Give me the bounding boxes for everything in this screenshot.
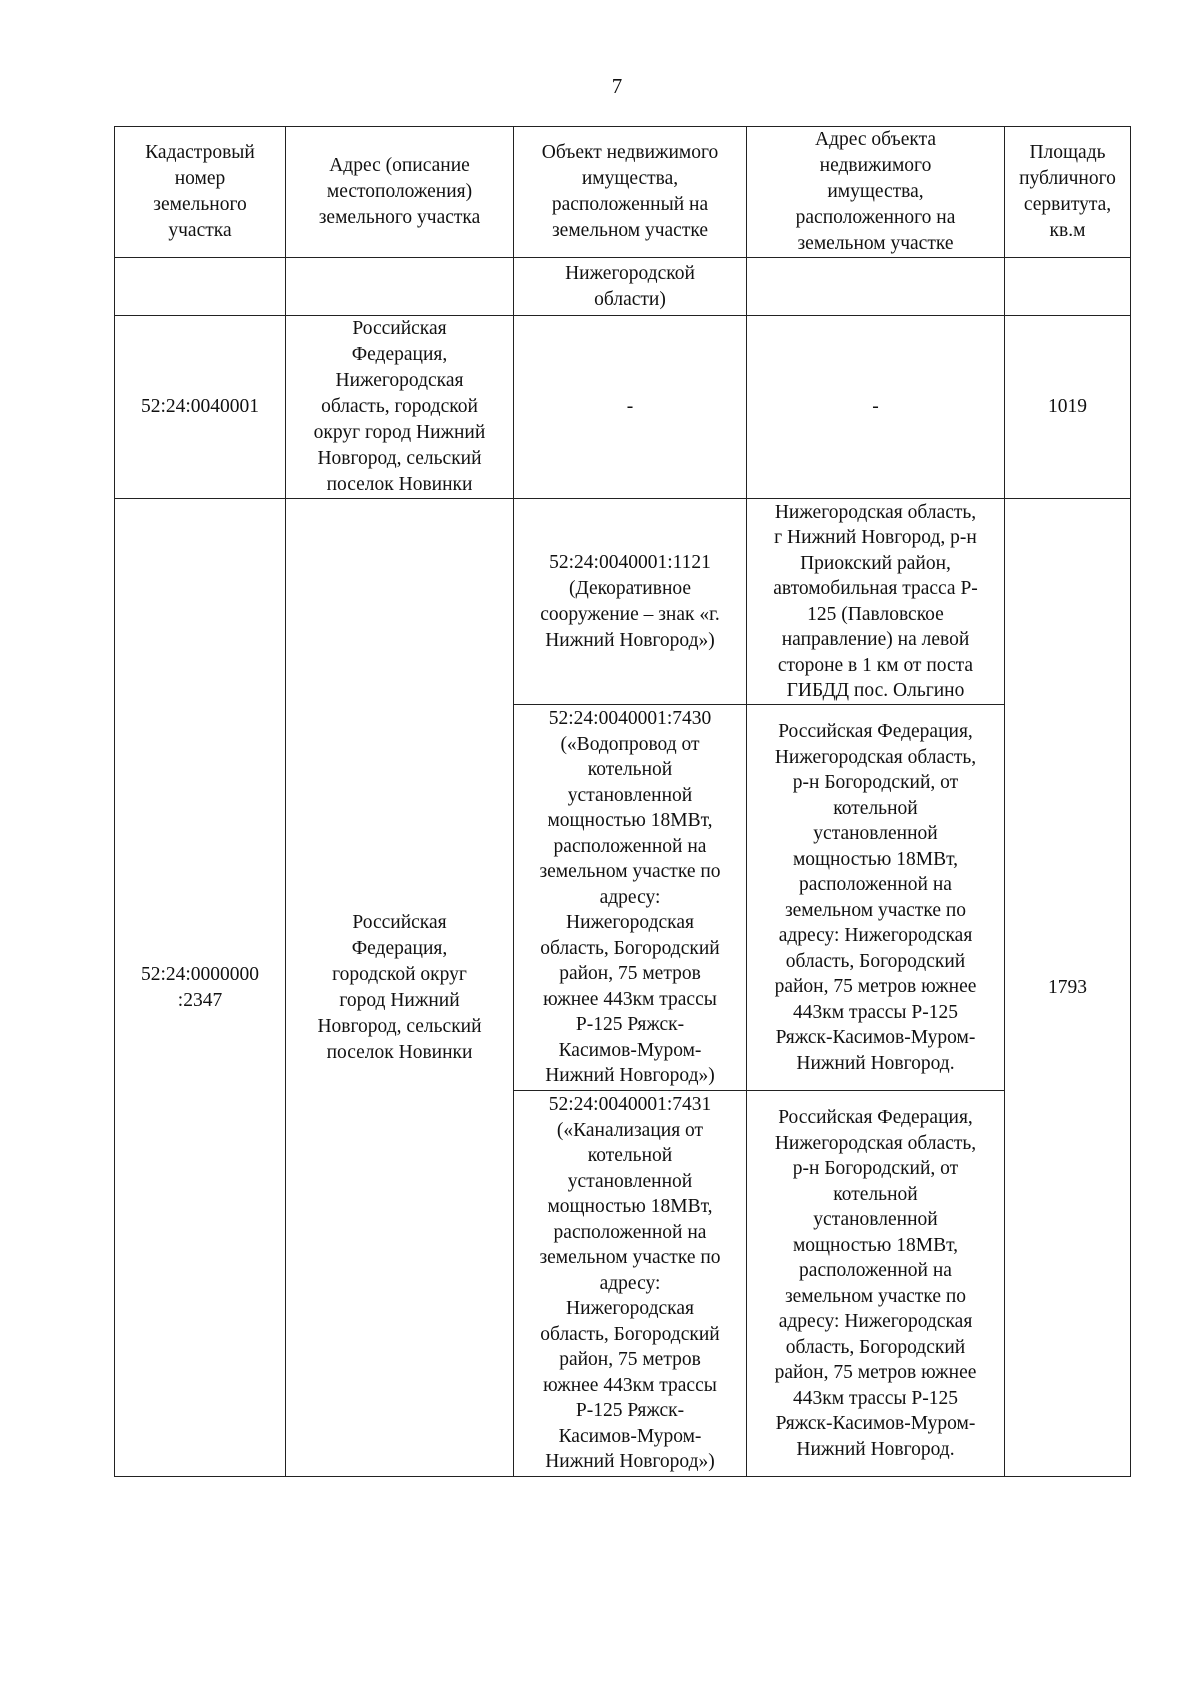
cell-servitude-area: 1019 bbox=[1005, 316, 1131, 499]
cell-property-address: Российская Федерация, Нижегородская область, р-н Богородский, от котельной установленной мощностью 18МВт, расположенной на земельном участке по адресу: Нижегородская область, Богородский район, 75 метров южнее 443км трассы Р-125 Ряжск-Касимов-Муром- Нижний Новгород. bbox=[747, 1091, 1005, 1477]
cell-property-object: 52:24:0040001:1121 (Декоративное сооружение – знак «г. Нижний Новгород») bbox=[514, 499, 747, 705]
cell-cadastral-number: 52:24:0000000 :2347 bbox=[115, 499, 286, 1477]
cell-empty bbox=[286, 258, 514, 316]
table-row bbox=[115, 499, 1131, 705]
cell-servitude-area: 1793 bbox=[1005, 499, 1131, 1477]
servitude-table bbox=[114, 126, 1131, 1477]
header-property-address: Адрес объекта недвижимого имущества, расположенного на земельном участке bbox=[747, 127, 1005, 258]
cell-property-address: Российская Федерация, Нижегородская область, р-н Богородский, от котельной установленной мощностью 18МВт, расположенной на земельном участке по адресу: Нижегородская область, Богородский район, 75 метров южнее 443км трассы Р-125 Ряжск-Касимов-Муром- Нижний Новгород. bbox=[747, 705, 1005, 1091]
cell-empty bbox=[115, 258, 286, 316]
cell-property-address: Нижегородская область, г Нижний Новгород, р-н Приокский район, автомобильная трасса Р- 125 (Павловское направление) на левой стороне в 1 км от поста ГИБДД пос. Ольгино bbox=[747, 499, 1005, 705]
header-property-object: Объект недвижимого имущества, расположенный на земельном участке bbox=[514, 127, 747, 258]
cell-property-object: - bbox=[514, 316, 747, 499]
cell-land-address: Российская Федерация, Нижегородская область, городской округ город Нижний Новгород, сельский поселок Новинки bbox=[286, 316, 514, 499]
cell-empty bbox=[1005, 258, 1131, 316]
cell-cadastral-number: 52:24:0040001 bbox=[115, 316, 286, 499]
header-cadastral-number: Кадастровый номер земельного участка bbox=[115, 127, 286, 258]
cell-property-object: 52:24:0040001:7430 («Водопровод от котельной установленной мощностью 18МВт, расположенной на земельном участке по адресу: Нижегородская область, Богородский район, 75 метров южнее 443км трассы Р-125 Ряжск- Касимов-Муром- Нижний Новгород») bbox=[514, 705, 747, 1091]
table-row bbox=[115, 316, 1131, 499]
cell-empty bbox=[747, 258, 1005, 316]
header-servitude-area: Площадь публичного сервитута, кв.м bbox=[1005, 127, 1131, 258]
table-row-continuation bbox=[115, 258, 1131, 316]
cell-property-address: - bbox=[747, 316, 1005, 499]
header-land-address: Адрес (описание местоположения) земельного участка bbox=[286, 127, 514, 258]
cell-land-address: Российская Федерация, городской округ город Нижний Новгород, сельский поселок Новинки bbox=[286, 499, 514, 1477]
cell-object-continuation: Нижегородской области) bbox=[514, 258, 747, 316]
page-number: 7 bbox=[611, 74, 623, 98]
cell-property-object: 52:24:0040001:7431 («Канализация от котельной установленной мощностью 18МВт, расположенной на земельном участке по адресу: Нижегородская область, Богородский район, 75 метров южнее 443км трассы Р-125 Ряжск- Касимов-Муром- Нижний Новгород») bbox=[514, 1091, 747, 1477]
table-header-row bbox=[115, 127, 1131, 258]
